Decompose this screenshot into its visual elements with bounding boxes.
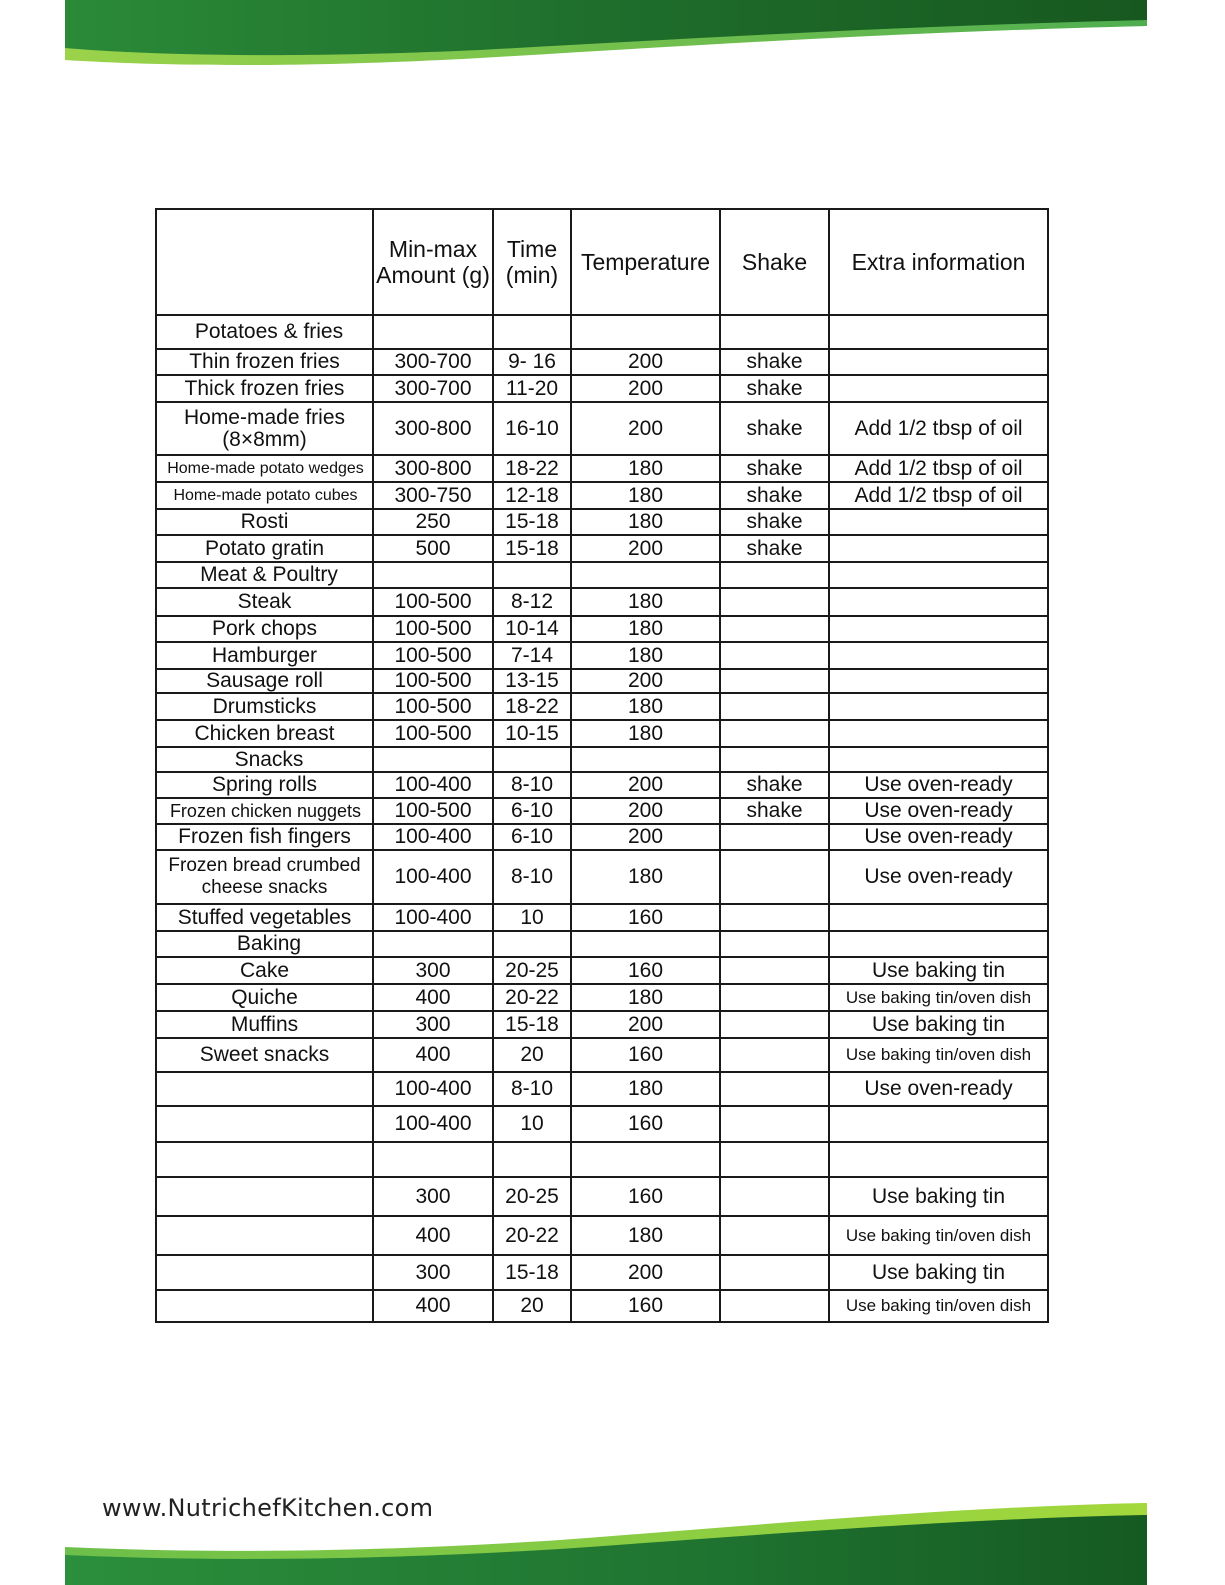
food-cell: Home-made potato wedges xyxy=(156,455,373,482)
table-row xyxy=(156,669,1048,693)
table-row xyxy=(156,562,1048,588)
cooking-guide-table xyxy=(155,208,1049,1323)
time-cell: 6-10 xyxy=(493,798,571,824)
temperature-cell: 160 xyxy=(571,1177,720,1216)
food-cell xyxy=(156,1177,373,1216)
table-row xyxy=(156,957,1048,984)
temperature-cell xyxy=(571,931,720,957)
amount-cell: 300-750 xyxy=(373,482,493,509)
food-cell: Potatoes & fries xyxy=(156,315,373,349)
header-shake: Shake xyxy=(720,209,829,315)
shake-cell xyxy=(720,616,829,642)
extra-cell xyxy=(829,904,1048,931)
food-cell: Thin frozen fries xyxy=(156,349,373,375)
temperature-cell: 180 xyxy=(571,482,720,509)
temperature-cell: 200 xyxy=(571,1011,720,1038)
amount-cell: 300-700 xyxy=(373,375,493,402)
amount-cell: 400 xyxy=(373,1216,493,1255)
food-cell: Home-made fries (8×8mm) xyxy=(156,402,373,455)
shake-cell xyxy=(720,1038,829,1072)
time-cell: 20-22 xyxy=(493,984,571,1011)
food-cell: Drumsticks xyxy=(156,693,373,720)
table-row xyxy=(156,402,1048,455)
shake-cell xyxy=(720,562,829,588)
food-cell xyxy=(156,1106,373,1142)
time-cell xyxy=(493,931,571,957)
extra-cell xyxy=(829,693,1048,720)
extra-cell: Use baking tin/oven dish xyxy=(829,1038,1048,1072)
table-row xyxy=(156,1177,1048,1216)
time-cell: 15-18 xyxy=(493,535,571,562)
table-row xyxy=(156,616,1048,642)
shake-cell xyxy=(720,1216,829,1255)
shake-cell xyxy=(720,720,829,747)
time-cell: 20 xyxy=(493,1290,571,1322)
shake-cell xyxy=(720,1177,829,1216)
header-food xyxy=(156,209,373,315)
extra-cell xyxy=(829,616,1048,642)
time-cell: 10 xyxy=(493,904,571,931)
temperature-cell: 180 xyxy=(571,616,720,642)
food-cell xyxy=(156,1142,373,1177)
time-cell: 7-14 xyxy=(493,642,571,669)
temperature-cell: 180 xyxy=(571,1072,720,1106)
time-cell xyxy=(493,562,571,588)
extra-cell xyxy=(829,1142,1048,1177)
time-cell: 20-25 xyxy=(493,957,571,984)
time-cell: 15-18 xyxy=(493,1011,571,1038)
extra-cell: Use baking tin xyxy=(829,1011,1048,1038)
extra-cell xyxy=(829,669,1048,693)
food-cell: Chicken breast xyxy=(156,720,373,747)
table-row xyxy=(156,798,1048,824)
shake-cell xyxy=(720,824,829,850)
time-cell: 20-25 xyxy=(493,1177,571,1216)
table-row xyxy=(156,1290,1048,1322)
shake-cell xyxy=(720,315,829,349)
shake-cell: shake xyxy=(720,509,829,535)
time-cell: 16-10 xyxy=(493,402,571,455)
temperature-cell: 180 xyxy=(571,1216,720,1255)
table-row xyxy=(156,509,1048,535)
extra-cell: Use oven-ready xyxy=(829,772,1048,798)
food-cell: Sweet snacks xyxy=(156,1038,373,1072)
amount-cell: 100-400 xyxy=(373,1106,493,1142)
time-cell: 18-22 xyxy=(493,455,571,482)
time-cell: 11-20 xyxy=(493,375,571,402)
temperature-cell: 160 xyxy=(571,1290,720,1322)
temperature-cell xyxy=(571,1142,720,1177)
amount-cell xyxy=(373,747,493,772)
food-cell: Home-made potato cubes xyxy=(156,482,373,509)
temperature-cell: 160 xyxy=(571,904,720,931)
amount-cell: 250 xyxy=(373,509,493,535)
shake-cell: shake xyxy=(720,349,829,375)
table-row xyxy=(156,931,1048,957)
extra-cell: Add 1/2 tbsp of oil xyxy=(829,482,1048,509)
shake-cell xyxy=(720,669,829,693)
table-row xyxy=(156,747,1048,772)
extra-cell xyxy=(829,562,1048,588)
shake-cell xyxy=(720,984,829,1011)
food-cell xyxy=(156,1216,373,1255)
extra-cell xyxy=(829,375,1048,402)
amount-cell: 500 xyxy=(373,535,493,562)
temperature-cell: 200 xyxy=(571,1255,720,1290)
food-cell: Snacks xyxy=(156,747,373,772)
temperature-cell: 160 xyxy=(571,1106,720,1142)
time-cell: 12-18 xyxy=(493,482,571,509)
food-cell: Pork chops xyxy=(156,616,373,642)
food-cell: Spring rolls xyxy=(156,772,373,798)
table-row xyxy=(156,1255,1048,1290)
temperature-cell: 180 xyxy=(571,720,720,747)
food-cell xyxy=(156,1072,373,1106)
shake-cell xyxy=(720,931,829,957)
table-row xyxy=(156,588,1048,616)
food-cell: Potato gratin xyxy=(156,535,373,562)
amount-cell: 400 xyxy=(373,1038,493,1072)
extra-cell: Use oven-ready xyxy=(829,1072,1048,1106)
table-row xyxy=(156,349,1048,375)
shake-cell xyxy=(720,1142,829,1177)
extra-cell: Add 1/2 tbsp of oil xyxy=(829,455,1048,482)
temperature-cell: 200 xyxy=(571,402,720,455)
table-row xyxy=(156,720,1048,747)
time-cell: 10-14 xyxy=(493,616,571,642)
amount-cell: 100-400 xyxy=(373,824,493,850)
table-row xyxy=(156,535,1048,562)
temperature-cell: 200 xyxy=(571,375,720,402)
header-time: Time (min) xyxy=(493,209,571,315)
temperature-cell: 180 xyxy=(571,642,720,669)
amount-cell xyxy=(373,315,493,349)
amount-cell: 100-400 xyxy=(373,1072,493,1106)
food-cell: Frozen bread crumbed cheese snacks xyxy=(156,850,373,904)
temperature-cell: 180 xyxy=(571,509,720,535)
shake-cell xyxy=(720,1106,829,1142)
table-row xyxy=(156,1038,1048,1072)
header-extra: Extra information xyxy=(829,209,1048,315)
amount-cell: 100-400 xyxy=(373,904,493,931)
extra-cell xyxy=(829,349,1048,375)
table-row xyxy=(156,482,1048,509)
amount-cell xyxy=(373,1142,493,1177)
time-cell: 6-10 xyxy=(493,824,571,850)
shake-cell xyxy=(720,693,829,720)
shake-cell: shake xyxy=(720,482,829,509)
table-row xyxy=(156,984,1048,1011)
temperature-cell: 180 xyxy=(571,850,720,904)
temperature-cell: 200 xyxy=(571,824,720,850)
shake-cell xyxy=(720,1290,829,1322)
food-cell: Hamburger xyxy=(156,642,373,669)
temperature-cell: 180 xyxy=(571,693,720,720)
temperature-cell: 180 xyxy=(571,984,720,1011)
table-row xyxy=(156,1142,1048,1177)
extra-cell: Use baking tin xyxy=(829,1255,1048,1290)
amount-cell: 100-500 xyxy=(373,720,493,747)
amount-cell: 300 xyxy=(373,957,493,984)
food-cell xyxy=(156,1290,373,1322)
amount-cell: 100-500 xyxy=(373,693,493,720)
shake-cell: shake xyxy=(720,535,829,562)
amount-cell: 100-500 xyxy=(373,798,493,824)
food-cell: Stuffed vegetables xyxy=(156,904,373,931)
header-row xyxy=(156,209,1048,315)
temperature-cell: 200 xyxy=(571,798,720,824)
table-row xyxy=(156,1216,1048,1255)
food-cell: Cake xyxy=(156,957,373,984)
shake-cell xyxy=(720,588,829,616)
time-cell: 18-22 xyxy=(493,693,571,720)
time-cell: 9- 16 xyxy=(493,349,571,375)
time-cell: 20 xyxy=(493,1038,571,1072)
temperature-cell: 200 xyxy=(571,349,720,375)
time-cell: 8-10 xyxy=(493,772,571,798)
temperature-cell: 180 xyxy=(571,455,720,482)
shake-cell: shake xyxy=(720,772,829,798)
table-row xyxy=(156,455,1048,482)
time-cell: 15-18 xyxy=(493,509,571,535)
shake-cell: shake xyxy=(720,798,829,824)
shake-cell: shake xyxy=(720,455,829,482)
shake-cell: shake xyxy=(720,402,829,455)
time-cell: 10-15 xyxy=(493,720,571,747)
food-cell: Frozen chicken nuggets xyxy=(156,798,373,824)
top-wave-banner xyxy=(0,0,1225,80)
shake-cell xyxy=(720,904,829,931)
table-row xyxy=(156,824,1048,850)
amount-cell: 300-800 xyxy=(373,402,493,455)
extra-cell: Use baking tin/oven dish xyxy=(829,1290,1048,1322)
food-cell: Baking xyxy=(156,931,373,957)
time-cell: 13-15 xyxy=(493,669,571,693)
amount-cell: 400 xyxy=(373,984,493,1011)
temperature-cell xyxy=(571,315,720,349)
time-cell: 20-22 xyxy=(493,1216,571,1255)
extra-cell xyxy=(829,642,1048,669)
header-amount: Min-max Amount (g) xyxy=(373,209,493,315)
amount-cell: 100-400 xyxy=(373,772,493,798)
bottom-wave-banner xyxy=(0,1495,1225,1585)
extra-cell xyxy=(829,931,1048,957)
table-row xyxy=(156,1072,1048,1106)
table-row xyxy=(156,850,1048,904)
table-row xyxy=(156,375,1048,402)
temperature-cell: 200 xyxy=(571,772,720,798)
amount-cell: 100-500 xyxy=(373,588,493,616)
food-cell: Steak xyxy=(156,588,373,616)
temperature-cell: 180 xyxy=(571,588,720,616)
shake-cell xyxy=(720,850,829,904)
extra-cell: Add 1/2 tbsp of oil xyxy=(829,402,1048,455)
temperature-cell xyxy=(571,562,720,588)
extra-cell: Use baking tin xyxy=(829,1177,1048,1216)
food-cell: Sausage roll xyxy=(156,669,373,693)
header-temperature: Temperature xyxy=(571,209,720,315)
extra-cell: Use baking tin xyxy=(829,957,1048,984)
table-row xyxy=(156,315,1048,349)
temperature-cell xyxy=(571,747,720,772)
amount-cell: 400 xyxy=(373,1290,493,1322)
extra-cell: Use baking tin/oven dish xyxy=(829,984,1048,1011)
extra-cell: Use oven-ready xyxy=(829,850,1048,904)
amount-cell xyxy=(373,562,493,588)
amount-cell: 100-400 xyxy=(373,850,493,904)
extra-cell xyxy=(829,315,1048,349)
time-cell: 10 xyxy=(493,1106,571,1142)
temperature-cell: 200 xyxy=(571,669,720,693)
extra-cell: Use baking tin/oven dish xyxy=(829,1216,1048,1255)
website-url: www.NutrichefKitchen.com xyxy=(102,1494,434,1522)
shake-cell: shake xyxy=(720,375,829,402)
shake-cell xyxy=(720,1011,829,1038)
food-cell: Meat & Poultry xyxy=(156,562,373,588)
amount-cell: 300 xyxy=(373,1011,493,1038)
time-cell xyxy=(493,315,571,349)
extra-cell xyxy=(829,720,1048,747)
food-cell: Rosti xyxy=(156,509,373,535)
table-row xyxy=(156,693,1048,720)
shake-cell xyxy=(720,1255,829,1290)
table-row xyxy=(156,1011,1048,1038)
shake-cell xyxy=(720,747,829,772)
temperature-cell: 160 xyxy=(571,1038,720,1072)
food-cell xyxy=(156,1255,373,1290)
amount-cell: 100-500 xyxy=(373,669,493,693)
amount-cell: 300 xyxy=(373,1177,493,1216)
shake-cell xyxy=(720,1072,829,1106)
time-cell xyxy=(493,747,571,772)
amount-cell: 300-700 xyxy=(373,349,493,375)
extra-cell xyxy=(829,535,1048,562)
extra-cell xyxy=(829,747,1048,772)
extra-cell xyxy=(829,588,1048,616)
amount-cell: 300 xyxy=(373,1255,493,1290)
time-cell: 8-10 xyxy=(493,1072,571,1106)
table-row xyxy=(156,642,1048,669)
time-cell: 8-10 xyxy=(493,850,571,904)
food-cell: Muffins xyxy=(156,1011,373,1038)
table-row xyxy=(156,904,1048,931)
extra-cell: Use oven-ready xyxy=(829,798,1048,824)
temperature-cell: 160 xyxy=(571,957,720,984)
food-cell: Quiche xyxy=(156,984,373,1011)
time-cell xyxy=(493,1142,571,1177)
amount-cell: 100-500 xyxy=(373,642,493,669)
temperature-cell: 200 xyxy=(571,535,720,562)
shake-cell xyxy=(720,642,829,669)
amount-cell xyxy=(373,931,493,957)
extra-cell xyxy=(829,1106,1048,1142)
extra-cell xyxy=(829,509,1048,535)
food-cell: Frozen fish fingers xyxy=(156,824,373,850)
food-cell: Thick frozen fries xyxy=(156,375,373,402)
time-cell: 8-12 xyxy=(493,588,571,616)
amount-cell: 100-500 xyxy=(373,616,493,642)
time-cell: 15-18 xyxy=(493,1255,571,1290)
extra-cell: Use oven-ready xyxy=(829,824,1048,850)
table-row xyxy=(156,1106,1048,1142)
table-row xyxy=(156,772,1048,798)
amount-cell: 300-800 xyxy=(373,455,493,482)
shake-cell xyxy=(720,957,829,984)
